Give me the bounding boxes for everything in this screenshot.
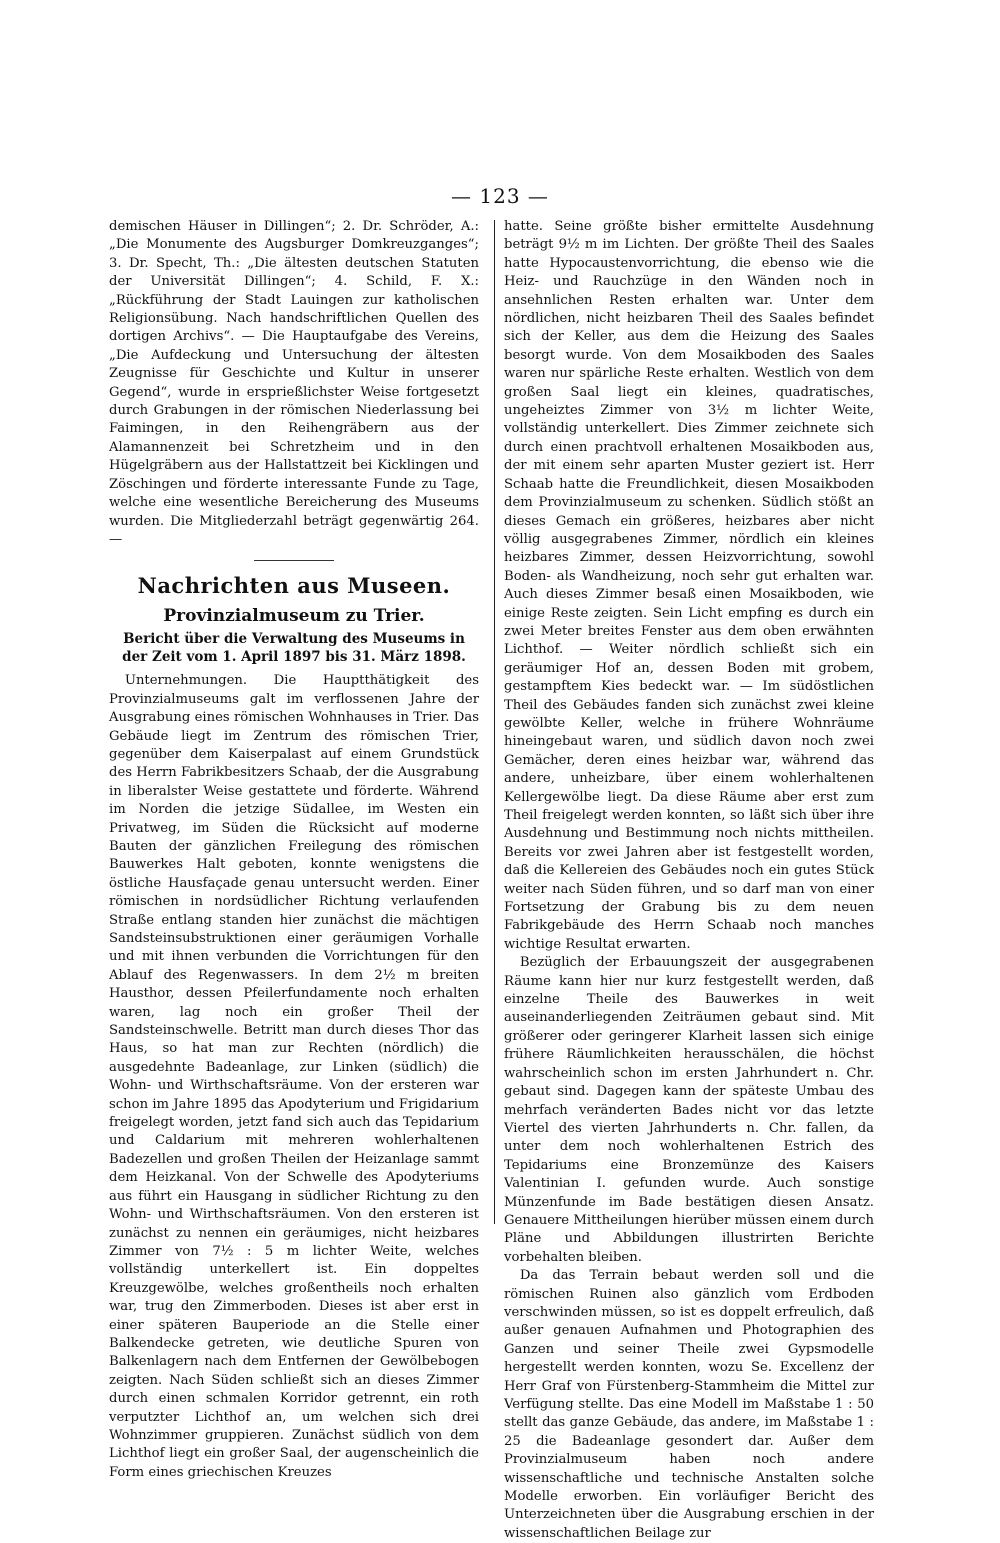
section-divider xyxy=(254,560,334,561)
right-paragraph-1: hatte. Seine größte bisher ermittelte Ausdehnung beträgt 9½ m im Lichten. Der größte Theil des Saales hatte Hypocaustenvorrichtung, die ebenso wie die Heiz- und Rauchzüge in den Wänden noch in ansehnlichen Resten erhalten war. Unter dem nördlichen, nicht heizbaren Theil des Saales befindet sich der Keller, aus dem die Heizung des Saales besorgt wurde. Von dem Mosaikboden des Saales waren nur spärliche Reste erhalten. Westlich von dem großen Saal liegt ein kleines, quadratisches, ungeheiztes Zimmer von 3½ m lichter Weite, vollständig unterkellert. Dies Zimmer zeichnete sich durch einen prachtvoll erhaltenen Mosaikboden aus, der mit einem sehr aparten Muster geziert ist. Herr Schaab hatte die Freundlichkeit, diesen Mosaikboden dem Provinzialmuseum zu schenken. Südlich stößt an dieses Gemach ein größeres, heizbares aber nicht völlig ausgegrabenes Zimmer, nördlich ein kleines heizbares Zimmer, dessen Heizvorrichtung, sowohl Boden- als Wandheizung, noch sehr gut erhalten war. Auch dieses Zimmer besaß einen Mosaikboden, wie einige Reste zeigten. Sein Licht empfing es durch ein zwei Meter breites Fenster aus dem oben erwähnten Lichthof. — Weiter nördlich schließt sich ein geräumiger Hof an, dessen Boden mit grobem, gestampftem Kies bedeckt war. — Im südöstlichen Theil des Gebäudes fanden sich zunächst zwei kleine gewölbte Keller, welche in frühere Wohnräume hineingebaut waren, und südlich davon noch zwei Gemächer, deren eines heizbar war, während das andere, unheizbare, über einem wohlerhaltenen Kellergewölbe liegt. Da diese Räume aber erst zum Theil freigelegt werden konnten, so läßt sich über ihre Ausdehnung und Bestimmung noch nichts mittheilen. Bereits vor zwei Jahren aber ist festgestellt worden, daß die Kellereien des Gebäudes noch ein gutes Stück weiter nach Süden führen, und so darf man von einer Fortsetzung der Grabung bis zu dem neuen Fabrikgebäude des Herrn Schaab noch manches wichtige Resultat erwarten. xyxy=(504,219,874,952)
page-number: — 123 — xyxy=(451,184,549,208)
body-paragraph: Unternehmungen. Die Hauptthätigkeit des Provinzialmuseums galt im verflossenen Jahre der Ausgrabung eines römischen Wohnhauses in Trier. Das Gebäude liegt im Zentrum des römischen Trier, gegenüber dem Kaiserpalast auf einem Grundstück des Herrn Fabrikbesitzers Schaab, der die Ausgrabung in liberalster Weise gestattete und förderte. Während im Norden die jetzige Südallee, im Westen ein Privatweg, im Süden die Rücksicht auf moderne Bauten der gänzlichen Freilegung des römischen Bauwerkes Halt geboten, konnte wenigstens die östliche Hausfaçade genau untersucht werden. Einer römischen in nordsüdlicher Richtung verlaufenden Straße entlang standen hier zunächst die mächtigen Sandsteinsubstruktionen einer geräumigen Vorhalle und mit ihnen verbunden die Vorrichtungen für den Ablauf des Regenwassers. In dem 2½ m breiten Hausthor, dessen Pfeilerfundamente noch erhalten waren, lag noch ein großer Theil der Sandsteinschwelle. Betritt man durch dieses Thor das Haus, so hat man zur Rechten (nördlich) die ausgedehnte Badeanlage, zur Linken (südlich) die Wohn- und Wirthschaftsräume. Von der ersteren war schon im Jahre 1895 das Apodyterium und Frigidarium freigelegt worden, jetzt fand sich auch das Tepidarium und Caldarium mit mehreren wohlerhaltenen Badezellen und großen Theilen der Heizanlage sammt dem Heizkanal. Von der Schwelle des Apodyteriums aus führt ein Hausgang in südlicher Richtung zu den Wohn- und Wirthschaftsräumen. Von den ersteren ist zunächst zu nennen ein geräumiges, nicht heizbares Zimmer von 7½ : 5 m lichter Weite, welches vollständig unterkellert ist. Ein doppeltes Kreuzgewölbe, welches großentheils noch erhalten war, trug den Zimmerboden. Dieses ist aber erst in einer späteren Bauperiode an die Stelle einer Balkendecke getreten, wie deutliche Spuren von Balkenlagern nach dem Entfernen der Gewölbebogen zeigten. Nach Süden schließt sich an dieses Zimmer durch einen schmalen Korridor getrennt, ein roth verputzter Lichthof an, um welchen sich drei Wohnzimmer gruppieren. Zunächst südlich von dem Lichthof liegt ein großer Saal, der augenscheinlich die Form eines griechischen Kreuzes xyxy=(109,673,479,1480)
section-heading: Nachrichten aus Museen. xyxy=(137,573,451,599)
left-column xyxy=(109,218,479,1482)
right-paragraph-2: Bezüglich der Erbauungszeit der ausgegrabenen Räume kann hier nur kurz festgestellt werden, daß einzelne Theile des Bauwerkes in weit auseinanderliegenden Zeiträumen gebaut sind. Mit größerer oder geringerer Klarheit lassen sich einige frühere Räumlichkeiten herausschälen, die höchst wahrscheinlich schon im ersten Jahrhundert n. Chr. gebaut sind. Dagegen kann der späteste Umbau des mehrfach veränderten Bades nicht vor das letzte Viertel des vierten Jahrhunderts n. Chr. fallen, da unter dem noch wohlerhaltenen Estrich des Tepidariums eine Bronzemünze des Kaisers Valentinian I. gefunden wurde. Auch sonstige Münzenfunde im Bade bestätigen diesen Ansatz. Genauere Mittheilungen hierüber müssen einem durch Pläne und Abbildungen illustrirten Berichte vorbehalten bleiben. xyxy=(504,955,874,1265)
right-paragraph-3: Da das Terrain bebaut werden soll und die römischen Ruinen also gänzlich vom Erdboden verschwinden müssen, so ist es doppelt erfreulich, daß außer genauen Aufnahmen und Photographien des Ganzen und seiner Theile zwei Gypsmodelle hergestellt werden konnten, wozu Se. Excellenz der Herr Graf von Fürstenberg-Stammheim die Mittel zur Verfügung stellte. Das eine Modell im Maßstabe 1 : 50 stellt das ganze Gebäude, das andere, im Maßstabe 1 : 25 die Badeanlage gesondert dar. Außer dem Provinzialmuseum haben noch andere wissenschaftliche und technische Anstalten solche Modelle erworben. Ein vorläufiger Bericht des Unterzeichneten über die Ausgrabung erschien in der wissenschaftlichen Beilage zur xyxy=(504,1268,874,1541)
report-heading: Bericht über die Verwaltung des Museums in der Zeit vom 1. April 1897 bis 31. März 1898. xyxy=(122,631,466,666)
intro-paragraph: demischen Häuser in Dillingen“; 2. Dr. Schröder, A.: „Die Monumente des Augsburger Domkreuzganges“; 3. Dr. Specht, Th.: „Die ältesten deutschen Statuten der Universität Dillingen“; 4. Schild, F. X.: „Rückführung der Stadt Lauingen zur katholischen Religionsübung. Nach handschriftlichen Quellen des dortigen Archivs“. — Die Hauptaufgabe des Vereins, „Die Aufdeckung und Untersuchung der ältesten Zeugnisse für Geschichte und Kultur in unserer Gegend“, wurde in ersprießlichster Weise fortgesetzt durch Grabungen in der römischen Niederlassung bei Faimingen, in den Reihengräbern aus der Alamannenzeit bei Schretzheim und in den Hügelgräbern aus der Hallstattzeit bei Kicklingen und Zöschingen und förderte interessante Funde zu Tage, welche eine wesentliche Bereicherung des Museums wurden. Die Mitgliederzahl beträgt gegenwärtig 264. — xyxy=(109,219,479,547)
right-column xyxy=(504,218,874,1543)
column-rule xyxy=(494,220,495,1224)
museum-heading: Provinzialmuseum zu Trier. xyxy=(163,606,425,627)
